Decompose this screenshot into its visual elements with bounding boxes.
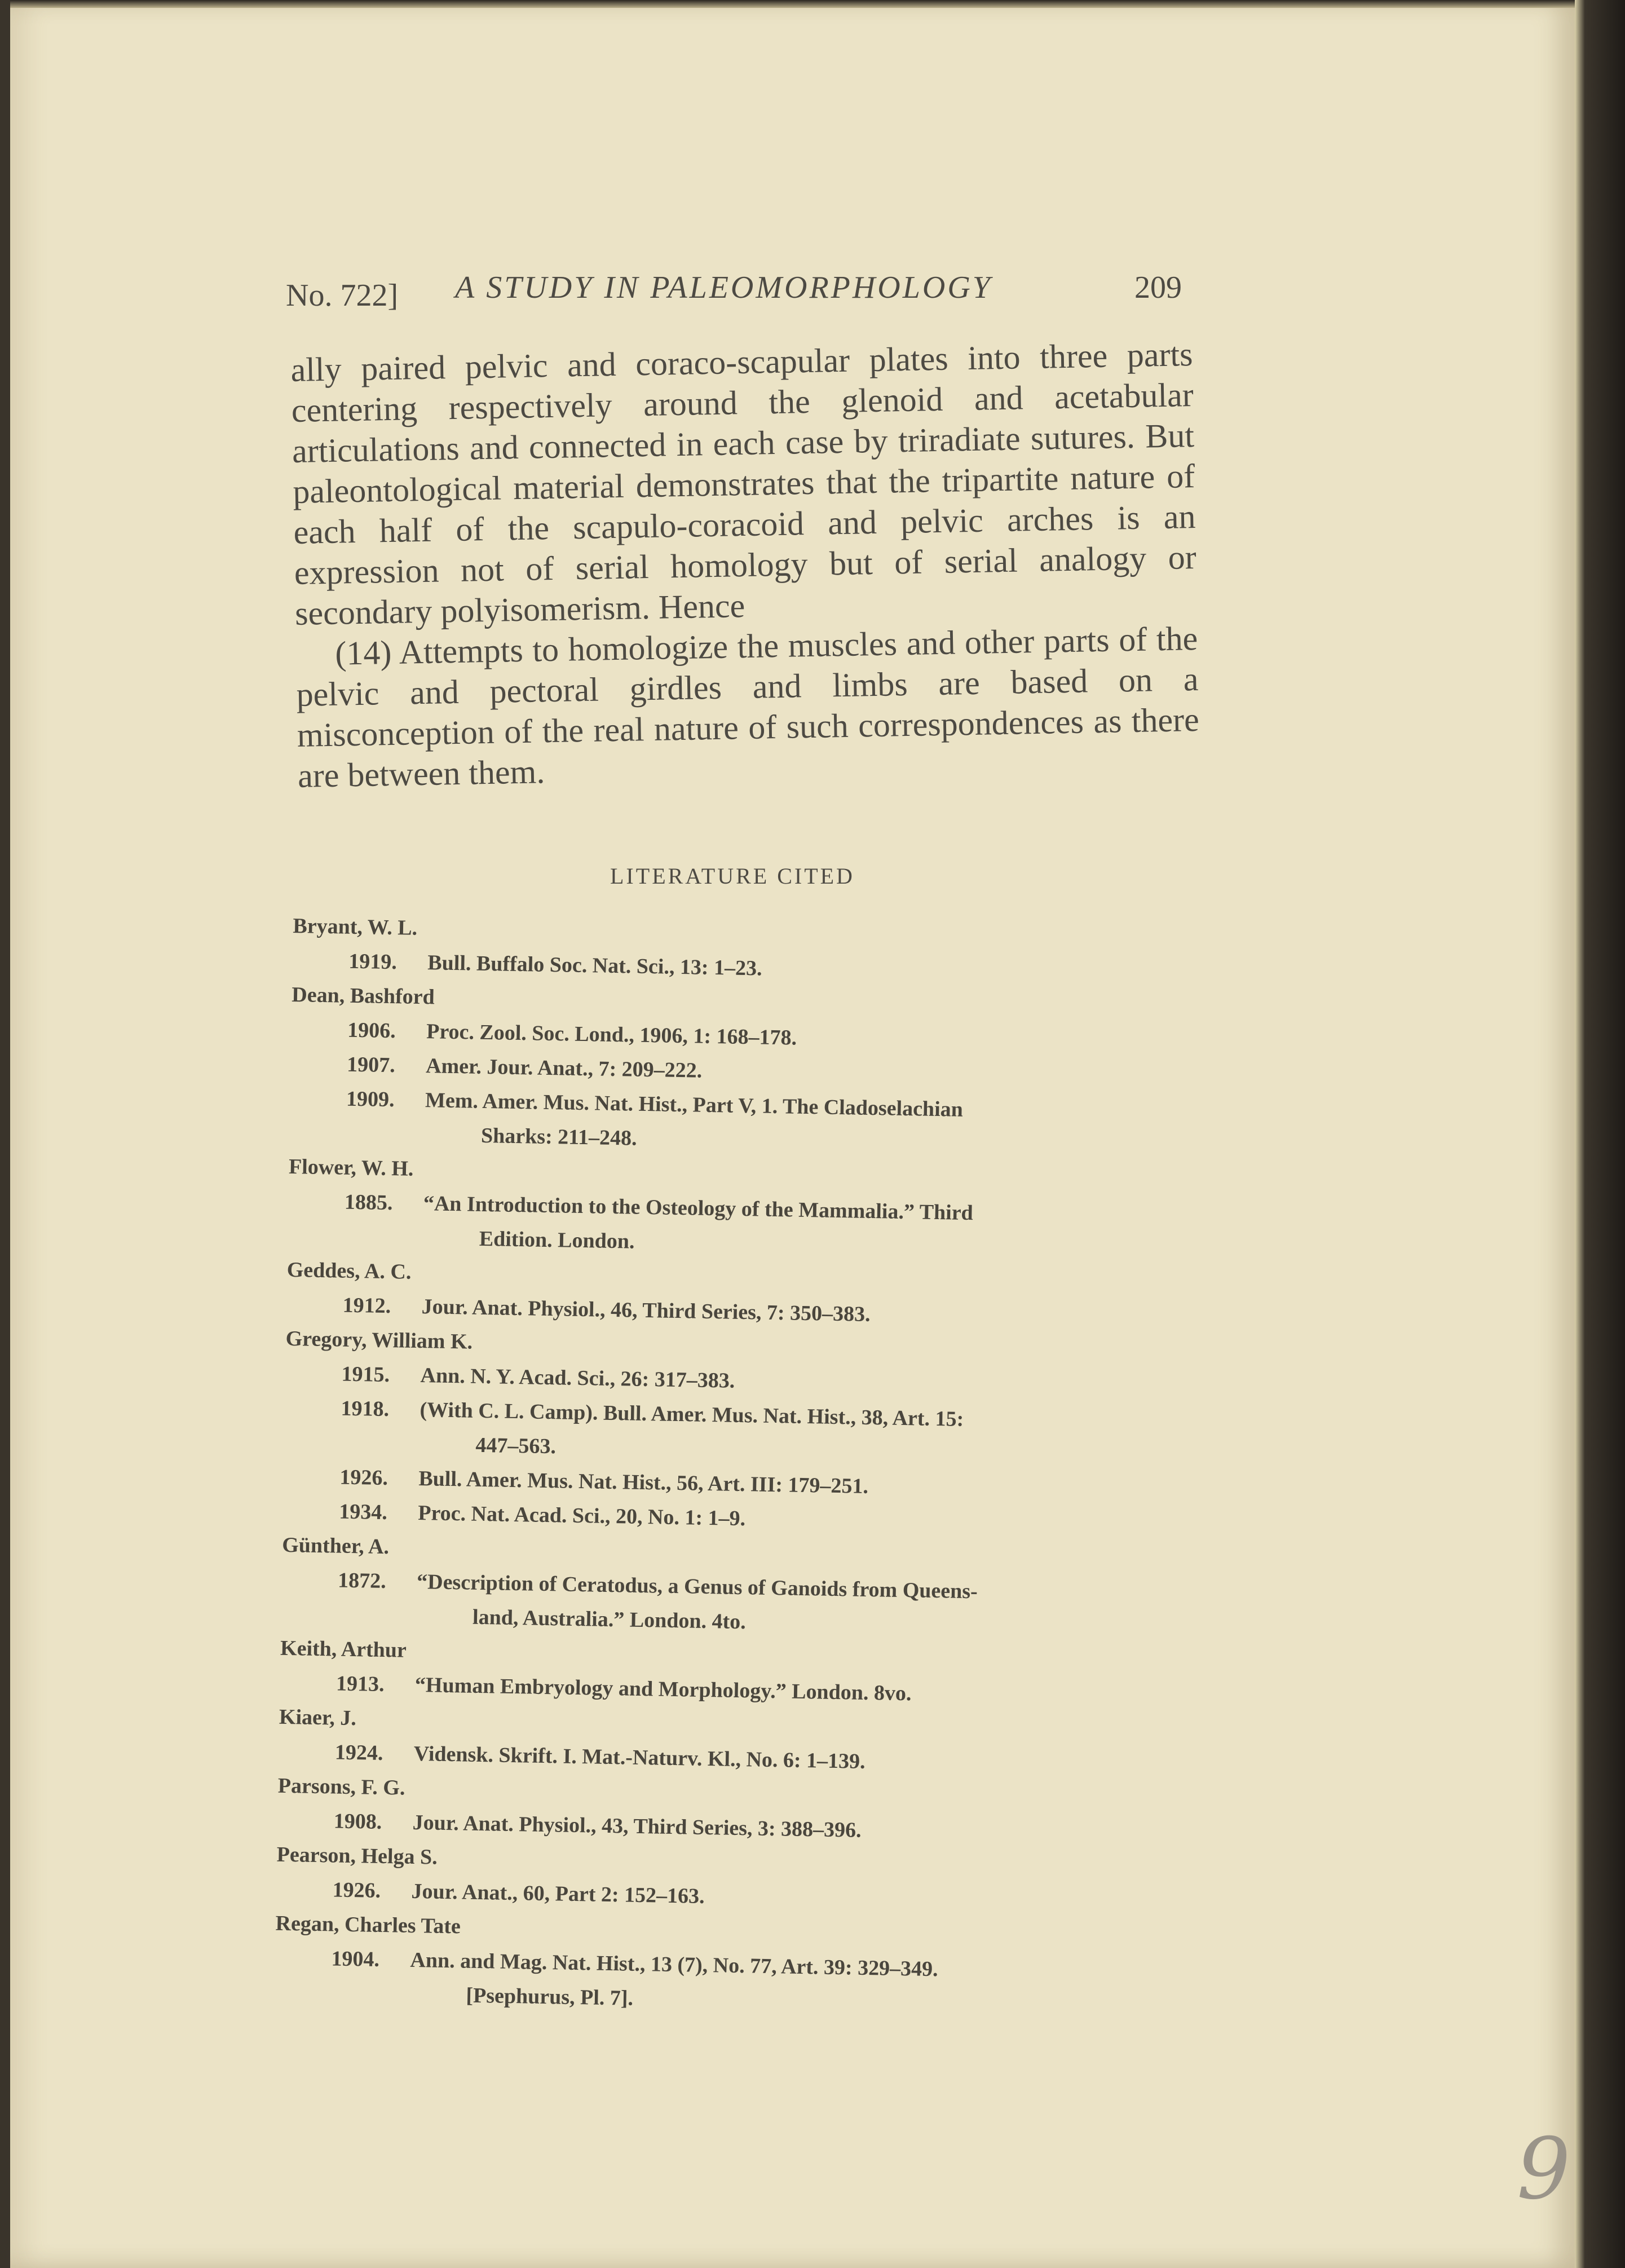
right-edge — [1575, 0, 1625, 2268]
reference-year: 1885. — [344, 1190, 393, 1215]
reference-citation: Ann. N. Y. Acad. Sci., 26: 317–383. — [420, 1364, 735, 1393]
reference-citation: Proc. Zool. Soc. Lond., 1906, 1: 168–178. — [426, 1020, 797, 1050]
paragraph: ally paired pelvic and coraco-scapular plates into three parts centering respectively around the glenoid and acetabular articulations and connected in each case by triradiate sutures. But paleontological material demonstrates that the tripartite nature of each half of the scapulo-coracoid and pelvic arches is an expression not of serial homology but of serial analogy or secondary polyisomerism. Hence — [290, 336, 1197, 632]
reference-citation: Jour. Anat. Physiol., 46, Third Series, 7: 350–383. — [421, 1295, 871, 1326]
reference-citation: Proc. Nat. Acad. Sci., 20, No. 1: 1–9. — [417, 1501, 746, 1531]
reference-author: Günther, A. — [281, 1533, 390, 1559]
body-text — [290, 334, 1200, 796]
reference-year: 1908. — [333, 1809, 382, 1834]
reference-year: 1906. — [347, 1018, 396, 1043]
reference-author: Dean, Bashford — [291, 982, 435, 1009]
reference-year: 1912. — [342, 1293, 391, 1318]
reference-year: 1934. — [338, 1499, 388, 1525]
reference-author: Gregory, William K. — [285, 1326, 473, 1354]
top-edge — [10, 0, 1575, 8]
reference-year: 1918. — [341, 1396, 390, 1422]
reference-year: 1924. — [334, 1740, 383, 1766]
reference-citation: “An Introduction to the Osteology of the Mammalia.” Third — [423, 1192, 974, 1225]
running-title: A STUDY IN PALEOMORPHOLOGY — [455, 270, 992, 305]
reference-year: 1904. — [331, 1947, 380, 1971]
reference-year: 1872. — [337, 1568, 387, 1594]
running-header — [286, 270, 1188, 315]
reference-citation: Bull. Amer. Mus. Nat. Hist., 56, Art. III: 179–251. — [418, 1467, 869, 1498]
reference-citation: Vidensk. Skrift. I. Mat.-Naturv. Kl., No. 6: 1–139. — [413, 1741, 866, 1773]
issue-number: No. 722] — [286, 278, 399, 313]
reference-author: Keith, Arthur — [280, 1636, 407, 1662]
reference-continuation-text: Edition. London. — [479, 1226, 635, 1254]
reference-year: 1913. — [335, 1671, 385, 1697]
references-list — [274, 909, 1218, 2026]
reference-author: Flower, W. H. — [288, 1154, 414, 1181]
reference-year: 1915. — [341, 1362, 390, 1387]
reference-year: 1926. — [332, 1878, 381, 1903]
reference-citation: Jour. Anat. Physiol., 43, Third Series, 3: 388–396. — [412, 1810, 862, 1842]
reference-continuation-text: 447–563. — [475, 1433, 557, 1459]
reference-citation: Bull. Buffalo Soc. Nat. Sci., 13: 1–23. — [427, 951, 762, 981]
reference-author: Kiaer, J. — [279, 1705, 357, 1731]
reference-continuation-text: [Psephurus, Pl. 7]. — [466, 1983, 634, 2010]
reference-year: 1919. — [348, 949, 398, 974]
reference-author: Parsons, F. G. — [277, 1773, 405, 1800]
left-edge — [0, 0, 10, 2268]
reference-citation: “Description of Ceratodus, a Genus of Ganoids from Queens- — [416, 1570, 978, 1604]
reference-citation: (With C. L. Camp). Bull. Amer. Mus. Nat. Hist., 38, Art. 15: — [420, 1398, 964, 1431]
reference-citation: “Human Embryology and Morphology.” London. 8vo. — [414, 1673, 912, 1706]
reference-citation: Jour. Anat., 60, Part 2: 152–163. — [411, 1879, 705, 1908]
literature-heading: LITERATURE CITED — [610, 863, 855, 889]
reference-author: Geddes, A. C. — [286, 1257, 412, 1284]
page-number: 209 — [1134, 270, 1182, 305]
paragraph: (14) Attempts to homologize the muscles and other parts of the pelvic and pectoral girdles and limbs are based on a misconception of the real nature of such correspondences as there are between them. — [296, 619, 1200, 795]
reference-author: Pearson, Helga S. — [276, 1842, 438, 1869]
reference-citation: Mem. Amer. Mus. Nat. Hist., Part V, 1. The Cladoselachian — [425, 1088, 964, 1122]
reference-year: 1907. — [346, 1052, 396, 1078]
reference-citation: Ann. and Mag. Nat. Hist., 13 (7), No. 77, Art. 39: 329–349. — [410, 1948, 939, 1982]
reference-year: 1909. — [346, 1087, 395, 1112]
reference-author: Bryant, W. L. — [293, 914, 418, 940]
reference-author: Regan, Charles Tate — [275, 1911, 461, 1939]
reference-citation: Amer. Jour. Anat., 7: 209–222. — [425, 1054, 703, 1083]
handwritten-page-mark: 9 — [1517, 2120, 1571, 2218]
reference-continuation-text: land, Australia.” London. 4to. — [472, 1605, 747, 1634]
reference-continuation-text: Sharks: 211–248. — [480, 1123, 637, 1150]
reference-year: 1926. — [339, 1465, 388, 1490]
